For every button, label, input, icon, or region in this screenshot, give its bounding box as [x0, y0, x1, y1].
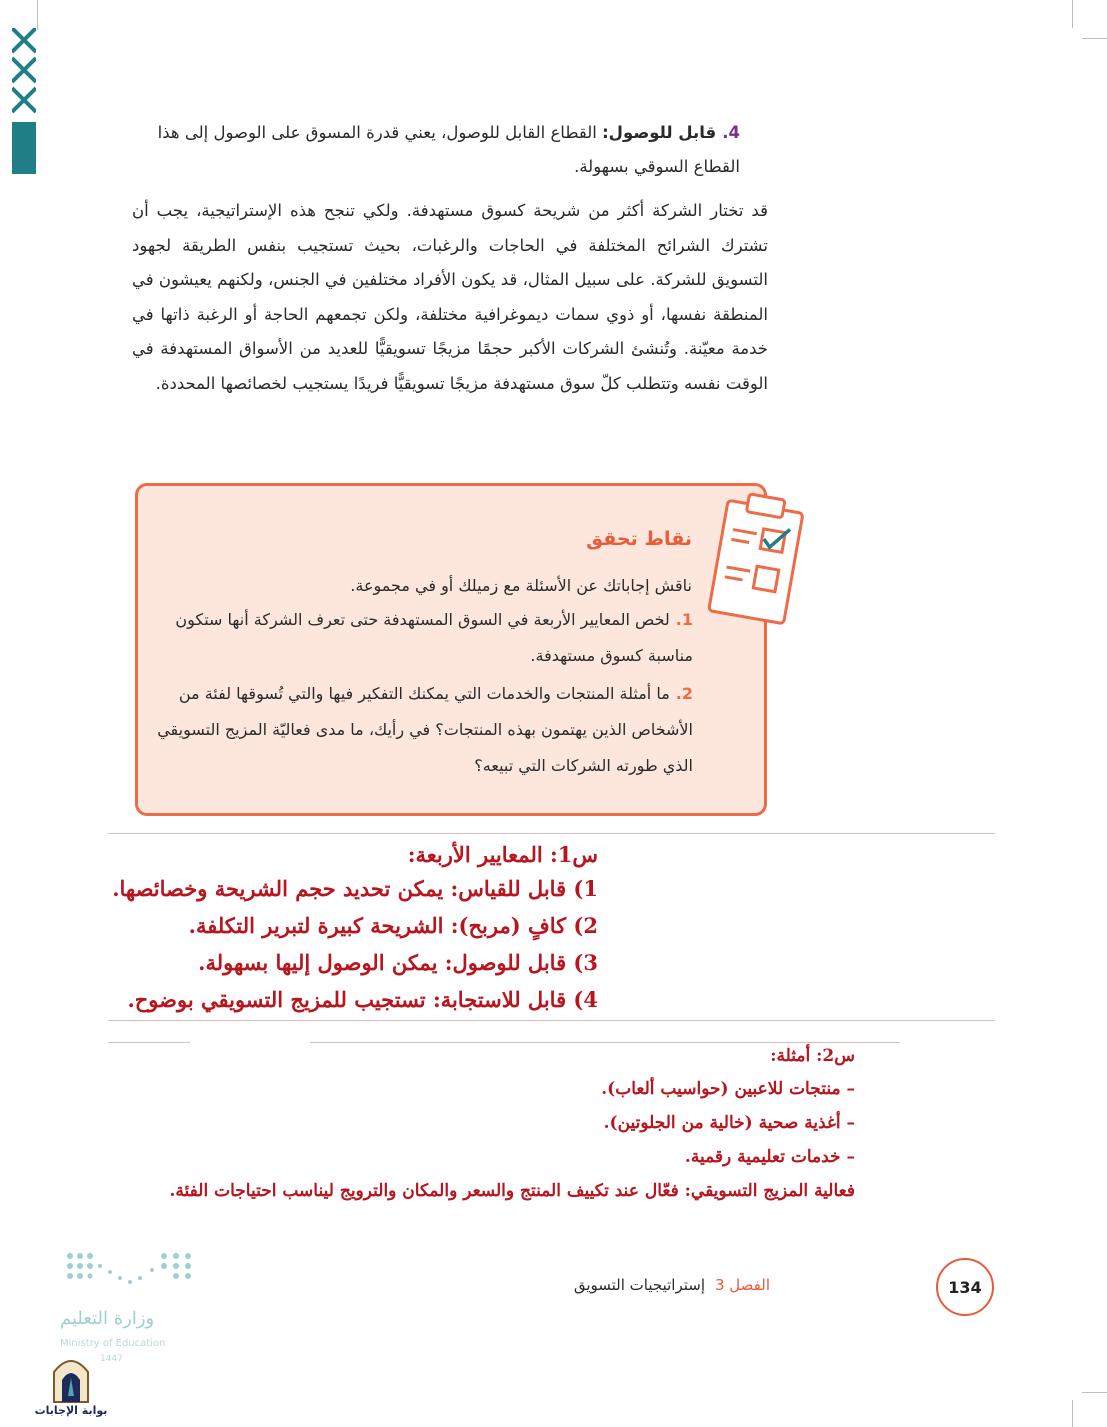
item-text: القطاع القابل للوصول، يعني قدرة المسوق على الوصول إلى هذا القطاع السوقي بسهولة. [157, 123, 740, 176]
checkpoint-question-1 [155, 602, 693, 674]
chapter-title: إستراتيجيات التسويق [573, 1276, 705, 1294]
answer-1-line: 2) كافٍ (مربح): الشريحة كبيرة لتبرير التكلفة. [188, 913, 598, 938]
ministry-arabic: وزارة التعليم [60, 1308, 155, 1329]
answer-divider [108, 1020, 995, 1021]
crop-mark [37, 0, 38, 30]
answer-2-heading: س2: أمثلة: [770, 1046, 855, 1066]
answer-2-line: – أغذية صحية (خالية من الجلوتين). [603, 1113, 855, 1133]
question-text: لخص المعايير الأربعة في السوق المستهدفة حتى تعرف الشركة أنها ستكون مناسبة كسوق مستهدفة. [175, 610, 693, 665]
answer-1-line: 4) قابل للاستجابة: تستجيب للمزيج التسويقي بوضوح. [127, 987, 598, 1012]
answer-divider [108, 833, 995, 834]
clipboard-check-icon [700, 486, 812, 636]
ministry-year: 1447 [100, 1354, 123, 1364]
question-number: 2. [675, 684, 693, 703]
crop-mark [1082, 1392, 1107, 1393]
crop-mark [1072, 0, 1073, 28]
answer-1-line: 3) قابل للوصول: يمكن الوصول إليها بسهولة. [198, 950, 598, 975]
gate-icon [30, 1352, 112, 1404]
watermark-logo [30, 1352, 112, 1422]
side-decoration [12, 0, 36, 175]
pattern-icon [12, 28, 36, 122]
chapter-footer [530, 1276, 770, 1294]
teal-bar [12, 122, 36, 174]
item-number: 4. [722, 123, 740, 142]
answer-2-line: فعالية المزيج التسويقي: فعّال عند تكييف المنتج والسعر والمكان والترويج ليناسب احتياجات الفئة. [169, 1181, 855, 1201]
ministry-dots-icon [64, 1250, 198, 1290]
checkpoint-question-2 [155, 676, 693, 784]
criterion-item-4 [130, 116, 740, 184]
checkpoint-title: نقاط تحقق [586, 528, 692, 550]
answer-2-line: – منتجات للاعبين (حواسيب ألعاب). [601, 1079, 855, 1099]
crop-mark [1082, 38, 1107, 39]
page-number: 134 [936, 1258, 994, 1316]
question-text: ما أمثلة المنتجات والخدمات التي يمكنك التفكير فيها والتي تُسوقها لفئة من الأشخاص الذين يهتمون بهذه المنتجات؟ في رأيك، ما مدى فعاليّة المزيج التسويقي الذي طورته الشركات التي تبيعه؟ [157, 684, 693, 775]
checkpoint-intro: ناقش إجاباتك عن الأسئلة مع زميلك أو في مجموعة. [350, 576, 692, 595]
question-number: 1. [675, 610, 693, 629]
answer-1-line: 1) قابل للقياس: يمكن تحديد حجم الشريحة وخصائصها. [112, 876, 598, 901]
answer-1 [108, 840, 598, 1018]
ministry-english: Ministry of Education [60, 1338, 166, 1349]
watermark-label: بوابة الإجابات [34, 1404, 108, 1417]
answer-1-heading: س1: المعايير الأربعة: [407, 842, 598, 867]
chapter-number: الفصل 3 [714, 1276, 770, 1294]
answer-2-line: – خدمات تعليمية رقمية. [684, 1147, 855, 1167]
crop-mark [1072, 1400, 1073, 1427]
answer-2 [110, 1040, 855, 1208]
item-term: قابل للوصول: [602, 123, 717, 142]
body-paragraph: قد تختار الشركة أكثر من شريحة كسوق مستهدفة. ولكي تنجح هذه الإستراتيجية، يجب أن تشترك الشرائح المختلفة في الحاجات والرغبات، بحيث تستجيب بنفس الطريقة لجهود التسويق للشركة. على سبيل المثال، قد يكون الأفراد مختلفين في الجنس، ولكنهم يعيشون في المنطقة نفسها، أو ذوي سمات ديموغرافية مختلفة، ولكن تجمعهم الحاجة أو الرغبة ذاتها في خدمة معيّنة. وتُنشئ الشركات الأكبر حجمًا مزيجًا تسويقيًّا للعديد من الأسواق المستهدفة في الوقت نفسه وتتطلب كلّ سوق مستهدفة مزيجًا تسويقيًّا فريدًا يستجيب لخصائصها المحددة. [132, 201, 768, 393]
